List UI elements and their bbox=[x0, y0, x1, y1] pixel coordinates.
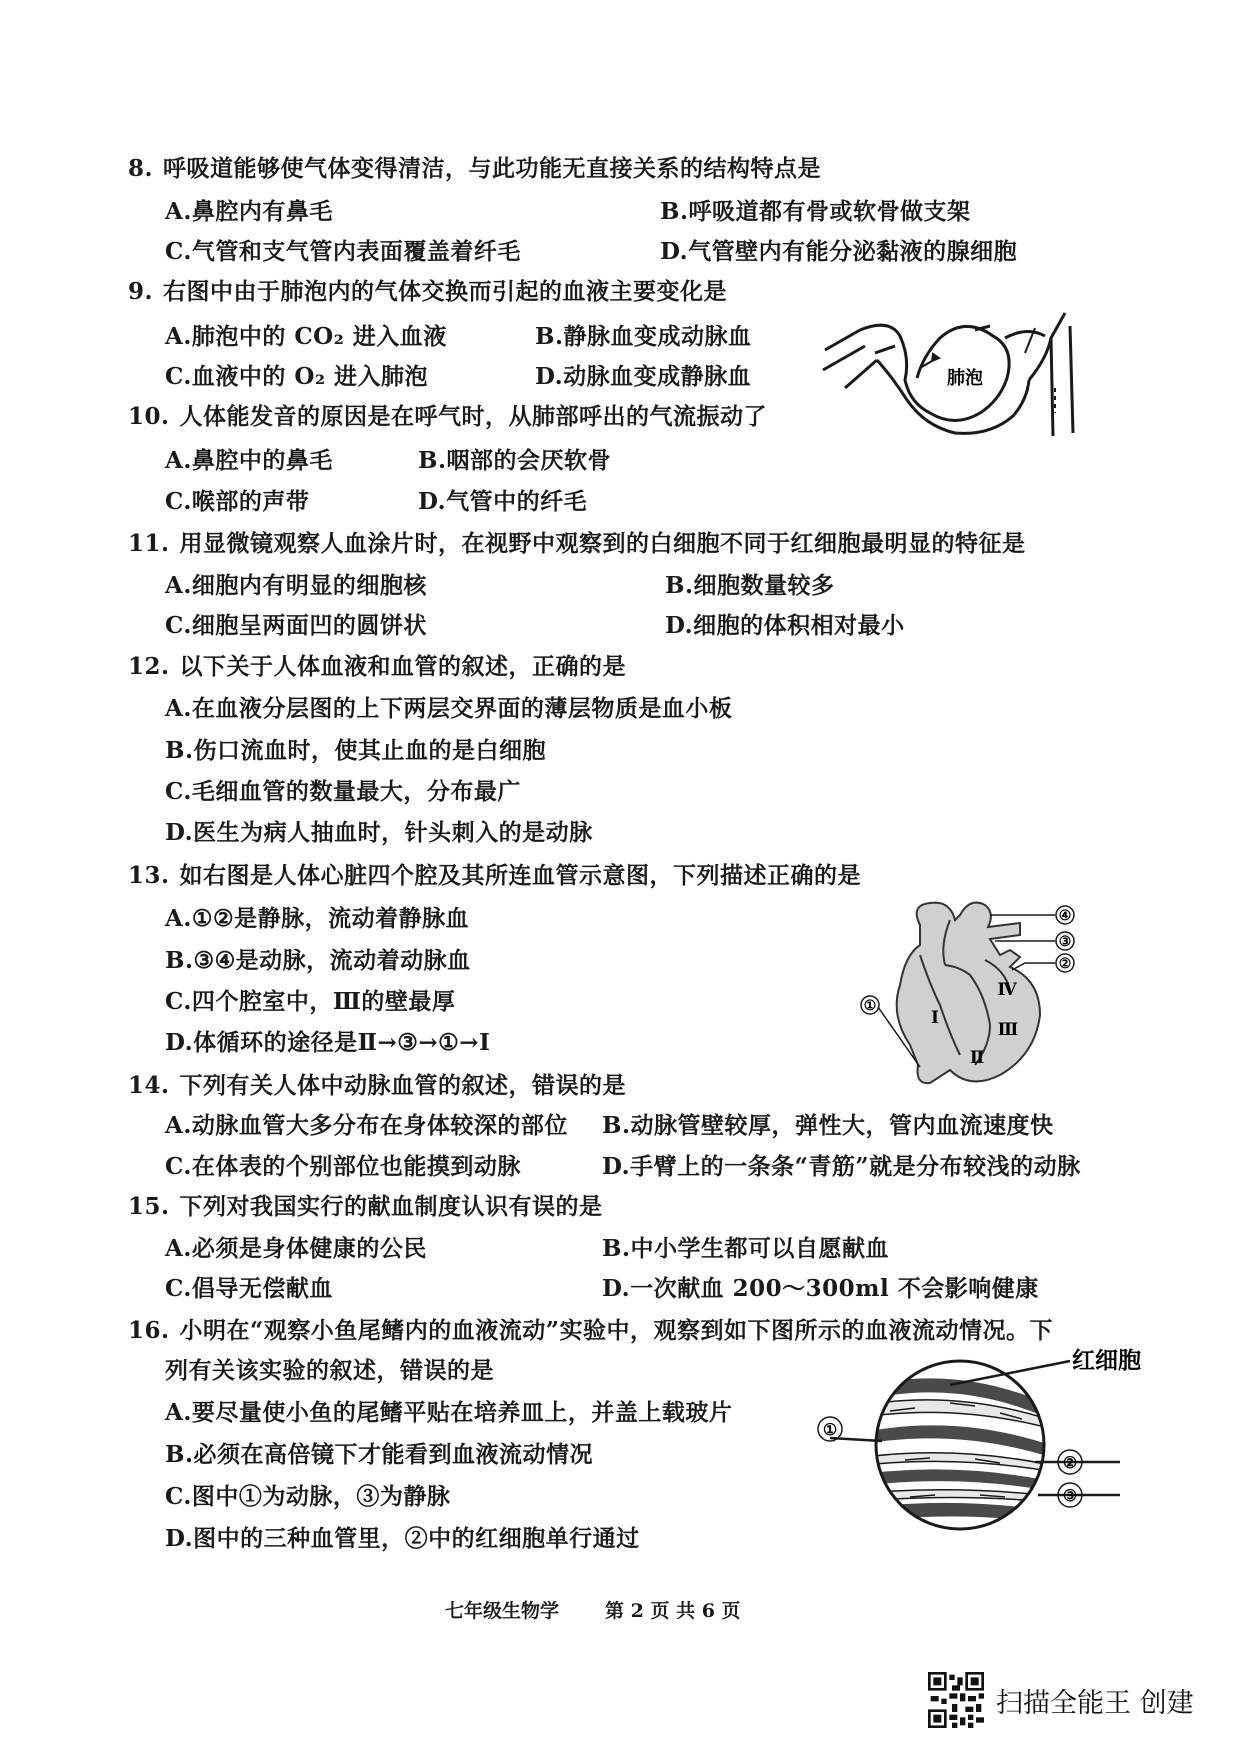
q9-option-c: C.血液中的 O₂ 进入肺泡 bbox=[165, 363, 429, 390]
q10-option-b: B.咽部的会厌软骨 bbox=[418, 447, 611, 474]
heart-chamber-4: Ⅳ bbox=[997, 980, 1017, 1000]
heart-chamber-1: Ⅰ bbox=[931, 1008, 939, 1028]
q13-option-b: B.③④是动脉，流动着动脉血 bbox=[165, 947, 471, 974]
q9-option-d: D.动脉血变成静脉血 bbox=[535, 363, 752, 390]
watermark-text: 扫描全能王 创建 bbox=[996, 1687, 1194, 1719]
heart-label-2: ② bbox=[1058, 956, 1072, 972]
question-11: 11. 用显微镜观察人血涂片时，在视野中观察到的白细胞不同于红细胞最明显的特征是 bbox=[128, 530, 1026, 557]
q12-option-c: C.毛细血管的数量最大，分布最广 bbox=[165, 778, 521, 805]
q14-option-d: D.手臂上的一条条“青筋”就是分布较浅的动脉 bbox=[602, 1153, 1081, 1180]
q12-option-d: D.医生为病人抽血时，针头刺入的是动脉 bbox=[165, 819, 593, 846]
heart-label-3: ③ bbox=[1058, 934, 1072, 950]
q11-option-d: D.细胞的体积相对最小 bbox=[665, 612, 905, 639]
q15-option-c: C.倡导无偿献血 bbox=[165, 1275, 333, 1302]
question-13: 13. 如右图是人体心脏四个腔及其所连血管示意图，下列描述正确的是 bbox=[128, 862, 862, 889]
question-9: 9. 右图中由于肺泡内的气体交换而引起的血液主要变化是 bbox=[128, 278, 728, 305]
q13-option-a: A.①②是静脉，流动着静脉血 bbox=[165, 905, 470, 932]
page-footer bbox=[445, 1596, 741, 1623]
question-16: 16. 小明在“观察小鱼尾鳍内的血液流动”实验中，观察到如下图所示的血液流动情况。下 bbox=[128, 1317, 1053, 1344]
q12-option-a: A.在血液分层图的上下两层交界面的薄层物质是血小板 bbox=[165, 695, 733, 722]
footer-subject: 七年级生物学 bbox=[445, 1600, 560, 1622]
q14-option-c: C.在体表的个别部位也能摸到动脉 bbox=[165, 1153, 521, 1180]
question-14: 14. 下列有关人体中动脉血管的叙述，错误的是 bbox=[128, 1072, 627, 1099]
q9-option-a: A.肺泡中的 CO₂ 进入血液 bbox=[165, 323, 447, 350]
q8-option-b: B.呼吸道都有骨或软骨做支架 bbox=[660, 198, 971, 225]
q15-option-d: D.一次献血 200～300ml 不会影响健康 bbox=[602, 1275, 1039, 1302]
q8-option-d: D.气管壁内有能分泌黏液的腺细胞 bbox=[660, 238, 1018, 265]
q15-option-b: B.中小学生都可以自愿献血 bbox=[602, 1235, 889, 1262]
vessel-label-1: ① bbox=[822, 1420, 838, 1439]
question-16-cont: 列有关该实验的叙述，错误的是 bbox=[165, 1357, 494, 1384]
q11-option-c: C.细胞呈两面凹的圆饼状 bbox=[165, 612, 427, 639]
q14-option-b: B.动脉管壁较厚，弹性大，管内血流速度快 bbox=[602, 1112, 1054, 1139]
rbc-label: 红细胞 bbox=[1072, 1347, 1141, 1374]
q13-option-d: D.体循环的途径是Ⅱ→③→①→Ⅰ bbox=[165, 1029, 491, 1056]
q10-option-d: D.气管中的纤毛 bbox=[418, 488, 588, 515]
q16-option-c: C.图中①为动脉，③为静脉 bbox=[165, 1483, 451, 1510]
q8-option-c: C.气管和支气管内表面覆盖着纤毛 bbox=[165, 238, 521, 265]
q9-option-b: B.静脉血变成动脉血 bbox=[535, 323, 752, 350]
q13-option-c: C.四个腔室中，Ⅲ的壁最厚 bbox=[165, 988, 456, 1015]
vessel-label-2: ② bbox=[1062, 1453, 1078, 1472]
vessel-label-3: ③ bbox=[1062, 1486, 1078, 1505]
question-8: 8. 呼吸道能够使气体变得清洁，与此功能无直接关系的结构特点是 bbox=[128, 155, 822, 182]
qr-code-icon bbox=[928, 1672, 984, 1728]
heart-label-1: ① bbox=[863, 998, 877, 1014]
q10-option-a: A.鼻腔中的鼻毛 bbox=[165, 447, 333, 474]
q8-option-a: A.鼻腔内有鼻毛 bbox=[165, 198, 333, 225]
footer-page-number: 第 2 页 共 6 页 bbox=[605, 1600, 741, 1622]
fish-tail-figure bbox=[810, 1345, 1141, 1545]
q10-option-c: C.喉部的声带 bbox=[165, 488, 310, 515]
q15-option-a: A.必须是身体健康的公民 bbox=[165, 1235, 427, 1262]
q16-option-b: B.必须在高倍镜下才能看到血液流动情况 bbox=[165, 1441, 593, 1468]
heart-chamber-3: Ⅲ bbox=[997, 1020, 1019, 1040]
q14-option-a: A.动脉血管大多分布在身体较深的部位 bbox=[165, 1112, 568, 1139]
question-15: 15. 下列对我国实行的献血制度认识有误的是 bbox=[128, 1193, 603, 1220]
q11-option-b: B.细胞数量较多 bbox=[665, 572, 835, 599]
heart-figure bbox=[850, 895, 1090, 1095]
alveolus-figure bbox=[815, 308, 1085, 446]
heart-chamber-2: Ⅱ bbox=[969, 1048, 985, 1068]
q11-option-a: A.细胞内有明显的细胞核 bbox=[165, 572, 427, 599]
q16-option-a: A.要尽量使小鱼的尾鳍平贴在培养皿上，并盖上载玻片 bbox=[165, 1399, 733, 1426]
heart-label-4: ④ bbox=[1058, 908, 1072, 924]
q12-option-b: B.伤口流血时，使其止血的是白细胞 bbox=[165, 737, 546, 764]
question-10: 10. 人体能发音的原因是在呼气时，从肺部呼出的气流振动了 bbox=[128, 403, 768, 430]
scanner-watermark bbox=[928, 1672, 1194, 1728]
question-12: 12. 以下关于人体血液和血管的叙述，正确的是 bbox=[128, 653, 627, 680]
alveolus-label: 肺泡 bbox=[947, 368, 983, 389]
q16-option-d: D.图中的三种血管里，②中的红细胞单行通过 bbox=[165, 1525, 640, 1552]
